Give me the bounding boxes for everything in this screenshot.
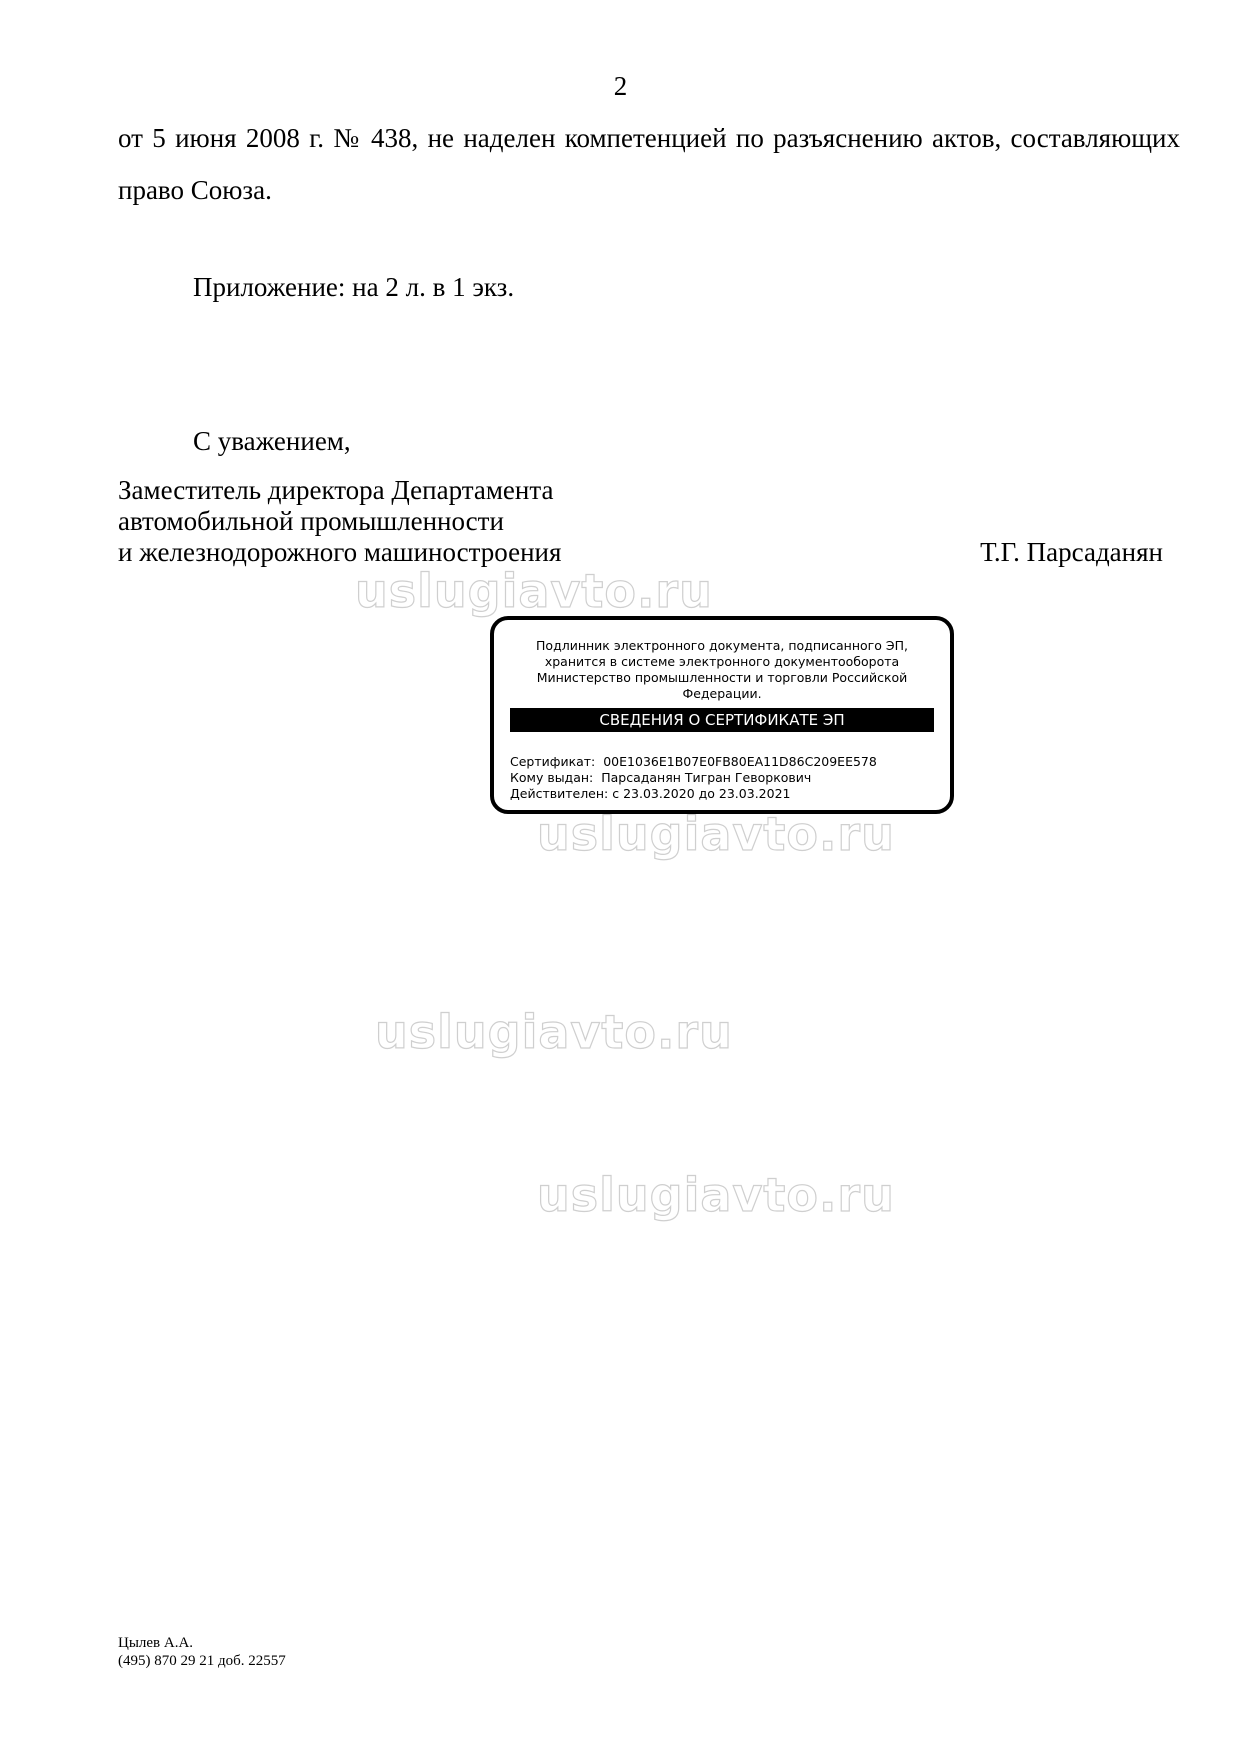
certificate-label: Сертификат: [510, 754, 596, 769]
issued-to-value: Парсаданян Тигран Геворкович [601, 770, 812, 785]
stamp-header-line: Подлинник электронного документа, подписанного ЭП, [536, 638, 908, 653]
signer-title [118, 475, 561, 568]
issued-to-row [510, 770, 877, 786]
executor-footer [118, 1634, 286, 1670]
validity-value: с 23.03.2020 до 23.03.2021 [612, 786, 791, 801]
stamp-header-line: Министерство промышленности и торговли Российской [536, 670, 908, 685]
stamp-header [504, 638, 940, 702]
attachment-note: Приложение: на 2 л. в 1 экз. [193, 272, 515, 302]
signer-title-line-2: автомобильной промышленности [118, 506, 504, 536]
validity-label: Действителен: [510, 786, 609, 801]
signer-title-line-1: Заместитель директора Департамента [118, 475, 554, 505]
certificate-value: 00E1036E1B07E0FB80EA11D86C209EE578 [603, 754, 877, 769]
executor-phone: (495) 870 29 21 доб. 22557 [118, 1653, 286, 1669]
executor-name: Цылев А.А. [118, 1635, 194, 1651]
certificate-details [510, 754, 877, 802]
stamp-header-line: Федерации. [682, 686, 762, 701]
watermark: uslugiavto.ru [537, 1168, 895, 1222]
certificate-row [510, 754, 877, 770]
electronic-signature-stamp [490, 616, 954, 814]
validity-row [510, 786, 877, 802]
certificate-info-bar: СВЕДЕНИЯ О СЕРТИФИКАТЕ ЭП [510, 708, 934, 732]
signer-title-line-3: и железнодорожного машиностроения [118, 537, 562, 567]
signer-name: Т.Г. Парсаданян [980, 537, 1163, 567]
page-number: 2 [613, 71, 628, 101]
closing-salutation: С уважением, [193, 426, 351, 456]
body-paragraph: от 5 июня 2008 г. № 438, не наделен компетенцией по разъяснению актов, составляющих право Союза. [118, 123, 1180, 205]
watermark: uslugiavto.ru [537, 807, 895, 861]
issued-to-label: Кому выдан: [510, 770, 594, 785]
watermark: uslugiavto.ru [355, 564, 713, 618]
stamp-header-line: хранится в системе электронного документооборота [544, 654, 900, 669]
watermark: uslugiavto.ru [375, 1005, 733, 1059]
